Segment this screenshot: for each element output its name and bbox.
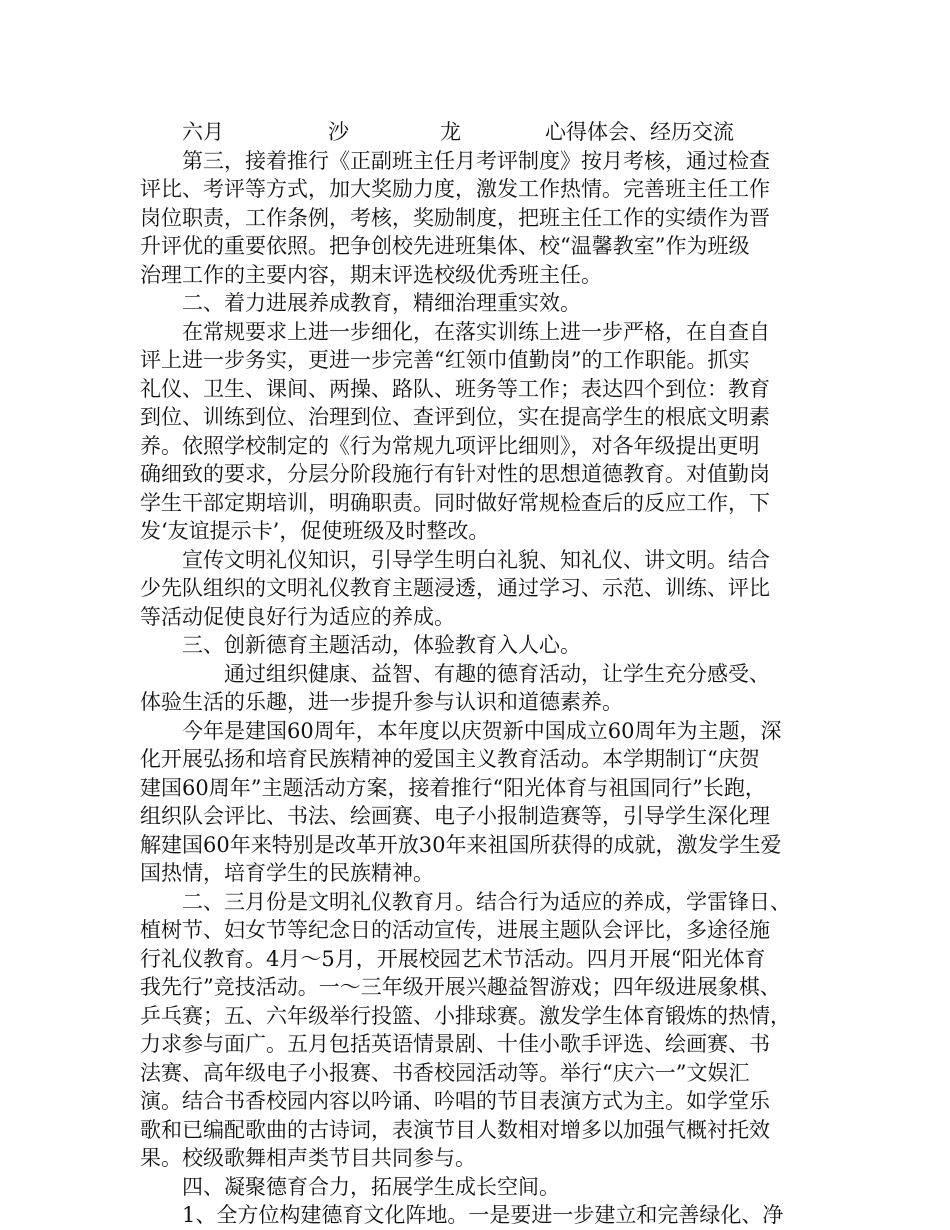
paragraph-line: 少先队组织的文明礼仪教育主题浸透，通过学习、示范、训练、评比 bbox=[140, 576, 770, 600]
paragraph-line: 二、三月份是文明礼仪教育月。结合行为适应的养成，学雷锋日、 bbox=[182, 889, 791, 914]
document-header bbox=[140, 118, 812, 147]
paragraph-line: 岗位职责，工作条例，考核，奖励制度，把班主任工作的实绩作为晋 bbox=[140, 205, 770, 230]
header-long: 龙 bbox=[440, 120, 461, 144]
paragraph-line: 解建国60年来特别是改革开放30年来祖国所获得的成就，激发学生爱 bbox=[140, 832, 782, 857]
paragraph-line: 我先行”竞技活动。一～三年级开展兴趣益智游戏；四年级进展象棋、 bbox=[140, 975, 781, 999]
paragraph-line: 今年是建国60周年，本年度以庆贺新中国成立60周年为主题，深 bbox=[182, 718, 782, 743]
paragraph-line: 演。结合书香校园内容以吟诵、吟唱的节目表演方式为主。如学堂乐 bbox=[140, 1089, 770, 1113]
header-month: 六月 bbox=[182, 120, 224, 144]
paragraph-line: 确细致的要求，分层分阶段施行有针对性的思想道德教育。对值勤岗 bbox=[140, 462, 770, 486]
paragraph-line: 宣传文明礼仪知识，引导学生明白礼貌、知礼仪、讲文明。结合 bbox=[182, 547, 770, 572]
paragraph-line: 养。依照学校制定的《行为常规九项评比细则》，对各年级提出更明 bbox=[140, 433, 760, 458]
paragraph-line: 升评优的重要依照。把争创校先进班集体、校“温馨教室”作为班级 bbox=[140, 234, 750, 258]
paragraph-line: 组织队会评比、书法、绘画赛、电子小报制造赛等，引导学生深化理 bbox=[140, 804, 770, 828]
paragraph-line: 等活动促使良好行为适应的养成。 bbox=[140, 604, 455, 629]
paragraph-line: 通过组织健康、益智、有趣的德育活动，让学生充分感受、 bbox=[224, 661, 770, 686]
paragraph-line: 治理工作的主要内容，期末评选校级优秀班主任。 bbox=[140, 262, 602, 287]
paragraph-line: 歌和已编配歌曲的古诗词，表演节目人数相对增多以加强气概衬托效 bbox=[140, 1117, 770, 1142]
section-heading: 四、凝聚德育合力，拓展学生成长空间。 bbox=[182, 1174, 560, 1199]
paragraph-line: 到位、训练到位、治理到位、查评到位，实在提高学生的根底文明素 bbox=[140, 405, 770, 429]
paragraph-line: 礼仪、卫生、课间、两操、路队、班务等工作；表达四个到位：教育 bbox=[140, 376, 770, 401]
paragraph-line: 乒乓赛；五、六年级举行投篮、小排球赛。激发学生体育锻炼的热情， bbox=[140, 1003, 791, 1028]
paragraph-line: 行礼仪教育。4月～5月，开展校园艺术节活动。四月开展“阳光体育 bbox=[140, 946, 766, 971]
paragraph-line: 评比、考评等方式，加大奖励力度，激发工作热情。完善班主任工作 bbox=[140, 177, 770, 201]
section-heading: 三、创新德育主题活动，体验教育入人心。 bbox=[182, 633, 581, 657]
paragraph-line: 体验生活的乐趣，进一步提升参与认识和道德素养。 bbox=[140, 690, 623, 714]
paragraph-line: 化开展弘扬和培育民族精神的爱国主义教育活动。本学期制订“庆贺 bbox=[140, 747, 760, 771]
paragraph-line: 1、全方位构建德育文化阵地。一是要进一步建立和完善绿化、净 bbox=[182, 1203, 784, 1227]
paragraph-line: 建国60周年”主题活动方案，接着推行“阳光体育与祖国同行”长跑， bbox=[140, 775, 766, 800]
header-sha: 沙 bbox=[328, 120, 349, 144]
header-topic: 心得体会、经历交流 bbox=[545, 120, 734, 144]
paragraph-line: 力求参与面广。五月包括英语情景剧、十佳小歌手评选、绘画赛、书 bbox=[140, 1032, 770, 1056]
document-page bbox=[140, 118, 812, 1230]
paragraph-line: 第三，接着推行《正副班主任月考评制度》按月考核，通过检查 bbox=[182, 148, 770, 173]
paragraph-line: 学生干部定期培训，明确职责。同时做好常规检查后的反应工作，下 bbox=[140, 490, 770, 515]
paragraph-line: 植树节、妇女节等纪念日的活动宣传，进展主题队会评比，多途径施 bbox=[140, 918, 770, 942]
paragraph-line: 评上进一步务实，更进一步完善“红领巾值勤岗”的工作职能。抓实 bbox=[140, 348, 750, 372]
paragraph-line: 法赛、高年级电子小报赛、书香校园活动等。举行“庆六一”文娱汇 bbox=[140, 1060, 750, 1085]
section-heading: 二、着力进展养成教育，精细治理重实效。 bbox=[182, 291, 581, 315]
paragraph-line: 在常规要求上进一步细化，在落实训练上进一步严格，在自查自 bbox=[182, 319, 770, 344]
paragraph-line: 国热情，培育学生的民族精神。 bbox=[140, 861, 434, 885]
paragraph-line: 果。校级歌舞相声类节目共同参与。 bbox=[140, 1146, 476, 1170]
paragraph-line: 发‘友谊提示卡’，促使班级及时整改。 bbox=[140, 519, 490, 543]
